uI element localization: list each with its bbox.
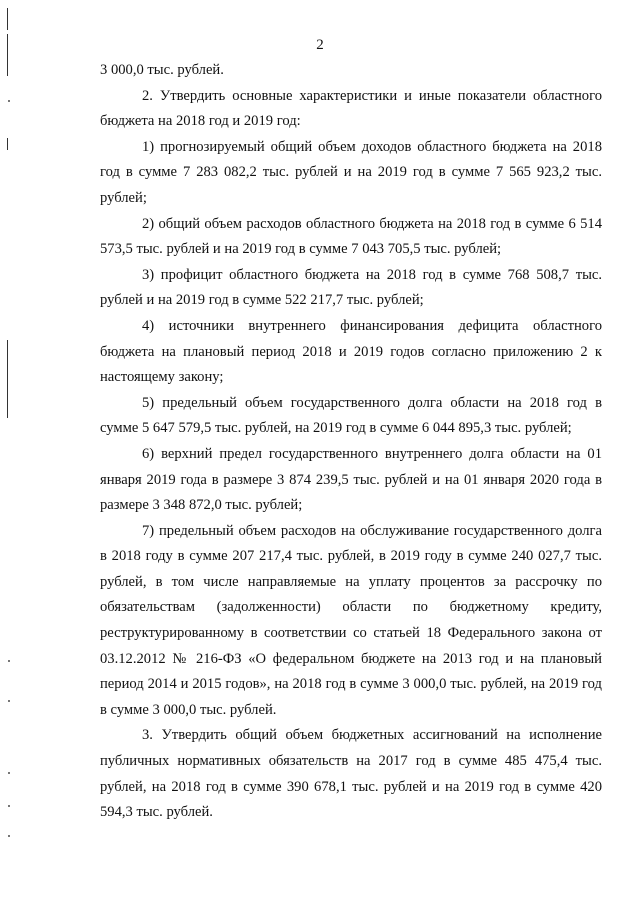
scan-speck — [8, 805, 10, 807]
paragraph-subitem-3: 3) профицит областного бюджета на 2018 год в сумме 768 508,7 тыс. рублей и на 2019 год в сумме 522 217,7 тыс. рублей; — [100, 266, 602, 309]
paragraph-subitem-5: 5) предельный объем государственного долга области на 2018 год в сумме 5 647 579,5 тыс. рублей, на 2019 год в сумме 6 044 895,3 тыс. рублей; — [100, 394, 602, 437]
paragraph-continuation: 3 000,0 тыс. рублей. — [100, 62, 224, 78]
scan-edge-mark — [7, 340, 8, 418]
scan-speck — [8, 772, 10, 774]
scan-speck — [8, 835, 10, 837]
paragraph-subitem-2: 2) общий объем расходов областного бюджета на 2018 год в сумме 6 514 573,5 тыс. рублей и на 2019 год в сумме 7 043 705,5 тыс. рублей; — [100, 215, 602, 258]
scan-speck — [8, 700, 10, 702]
paragraph-subitem-4: 4) источники внутреннего финансирования дефицита областного бюджета на плановый период 2018 и 2019 годов согласно приложению 2 к настоящему закону; — [100, 317, 602, 386]
paragraph-subitem-6: 6) верхний предел государственного внутреннего долга области на 01 января 2019 года в размере 3 874 239,5 тыс. рублей и на 01 января 2020 года в размере 3 348 872,0 тыс. рублей; — [100, 445, 602, 514]
paragraph-item-3: 3. Утвердить общий объем бюджетных ассигнований на исполнение публичных нормативных обязательств на 2017 год в сумме 485 475,4 тыс. рублей, на 2018 год в сумме 390 678,1 тыс. рублей и на 2019 год в сумме 420 594,3 тыс. рублей. — [100, 727, 602, 821]
scan-edge-mark — [7, 8, 8, 30]
document-body — [100, 58, 602, 826]
paragraph-subitem-7: 7) предельный объем расходов на обслуживание государственного долга в 2018 году в сумме 207 217,4 тыс. рублей, в 2019 году в сумме 240 027,7 тыс. рублей, в том числе направляемые на уплату процентов за рассрочку по обязательствам (задолженности) области по бюджетному кредиту, реструктурированному в соответствии со статьей 18 Федерального закона от 03.12.2012 № 216-ФЗ «О федеральном бюджете на 2013 год и на плановый период 2014 и 2015 годов», на 2018 год в сумме 3 000,0 тыс. рублей, на 2019 год в сумме 3 000,0 тыс. рублей. — [100, 522, 602, 718]
paragraph-item-2: 2. Утвердить основные характеристики и иные показатели областного бюджета на 2018 год и 2019 год: — [100, 87, 602, 130]
scan-speck — [8, 100, 10, 102]
scan-speck — [8, 660, 10, 662]
page-number: 2 — [316, 37, 324, 53]
paragraph-subitem-1: 1) прогнозируемый общий объем доходов областного бюджета на 2018 год в сумме 7 283 082,2 тыс. рублей и на 2019 год в сумме 7 565 923,2 тыс. рублей; — [100, 138, 602, 206]
scan-edge-mark — [7, 138, 8, 150]
